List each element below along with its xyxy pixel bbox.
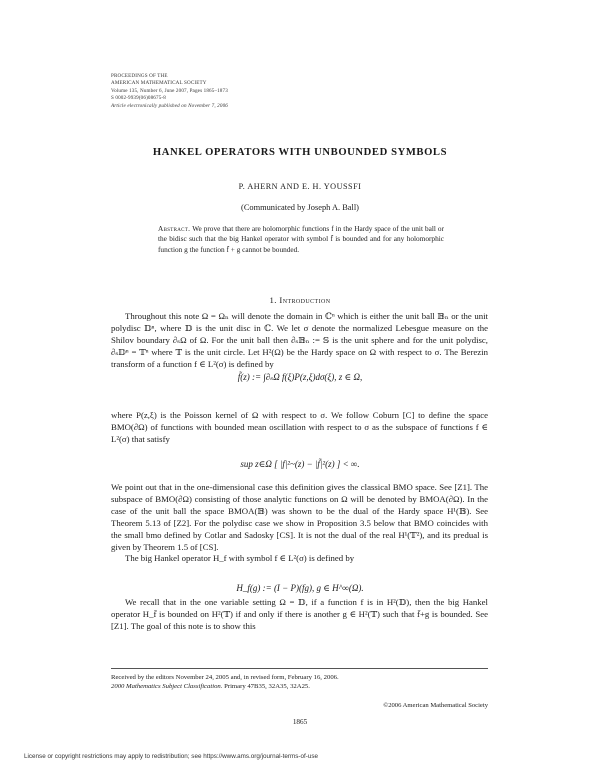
journal-name-line2: AMERICAN MATHEMATICAL SOCIETY <box>111 80 207 87</box>
body-text-block-1 <box>111 311 488 371</box>
journal-name-line1: PROCEEDINGS OF THE <box>111 73 168 79</box>
footnote-received: Received by the editors November 24, 2005 and, in revised form, February 16, 2006. <box>111 674 339 681</box>
paragraph-intro: Throughout this note Ω = Ωₙ will denote the domain in ℂⁿ which is either the unit ball 𝔹ₙ or the unit polydisc 𝔻ⁿ, where 𝔻 is the unit disc in ℂ. We let σ denote the normalized Lebesgue measure on the Shilov boundary ∂ₛΩ of Ω. For the unit ball then ∂ₛ𝔹ₙ := 𝕊 is the unit sphere and for the unit polydisc, ∂ₛ𝔻ⁿ = 𝕋ⁿ where 𝕋 is the unit circle. Let H²(Ω) be the Hardy space on Ω with respect to σ. The Berezin transform of a function f ∈ L²(σ) is defined by <box>111 311 488 369</box>
journal-doi: S 0002-9939(06)08675-8 <box>111 95 166 102</box>
body-text-block-4 <box>111 597 488 633</box>
abstract-heading: Abstract. <box>158 224 191 233</box>
journal-published: Article electronically published on November 7, 2006 <box>111 102 228 109</box>
copyright-notice: ©2006 American Mathematical Society <box>383 702 488 709</box>
footnote-msc-label: 2000 Mathematics Subject Classification. <box>111 683 223 690</box>
equation-berezin: f̃(z) := ∫∂ₛΩ f(ξ)P(z,ξ)dσ(ξ), z ∈ Ω, <box>237 372 363 382</box>
page-number: 1865 <box>292 718 308 726</box>
paragraph-goal: We recall that in the one variable setting Ω = 𝔻, if a function f is in H²(𝔻), then the big Hankel operator H_f̄ is bounded on H²(𝕋) if and only if there is another g ∈ H²(𝕋) such that f̄+g is bounded. See [Z1]. The goal of this note is to show this <box>111 597 488 631</box>
paragraph-bmo: We point out that in the one-dimensional case this definition gives the classical BMO space. See [Z1]. The subspace of BMO(∂Ω) consisting of those analytic functions on Ω will be denoted by BMOA(∂Ω). In the case of the unit ball the space BMOA(𝔹) was shown to be the dual of the Hardy space H¹(𝔹). See Theorem 5.13 of [Z2]. For the polydisc case we show in Proposition 3.5 below that BMO coincides with the small bmo defined by Cotlar and Sadosky [CS]. It is not the dual of the real H¹(𝕋²), and its predual is given by Theorem 1.5 of [CS]. <box>111 482 488 552</box>
paragraph-hankel-def: The big Hankel operator H_f with symbol f ∈ L²(σ) is defined by <box>125 553 355 564</box>
section-heading: 1. Introduction <box>269 295 331 305</box>
footnote-msc-text: Primary 47B35, 32A35, 32A25. <box>224 683 310 690</box>
communicated-by: (Communicated by Joseph A. Ball) <box>241 203 359 212</box>
equation-bmo: sup z∈Ω [ |f|²~(z) − |f̃|²(z) ] < ∞. <box>240 459 360 469</box>
abstract-text: We prove that there are holomorphic functions f in the Hardy space of the unit ball or the bidisc such that the big Hankel operator with symbol f̄ is bounded and for any holomorphic function g the function f̄ + g cannot be bounded. <box>158 224 444 254</box>
body-text-block-2 <box>111 410 488 446</box>
journal-header <box>111 73 228 110</box>
footnote-divider <box>111 668 488 669</box>
footnote-msc <box>111 682 488 691</box>
footnotes <box>111 673 488 691</box>
journal-volume: Volume 135, Number 6, June 2007, Pages 1865–1873 <box>111 87 228 94</box>
paper-authors: P. AHERN AND E. H. YOUSSFI <box>238 182 362 191</box>
equation-hankel: H_f(g) := (I − P)(fg), g ∈ H^∞(Ω). <box>236 583 364 593</box>
paper-title: HANKEL OPERATORS WITH UNBOUNDED SYMBOLS <box>152 147 448 158</box>
paragraph-poisson: where P(z,ξ) is the Poisson kernel of Ω with respect to σ. We follow Coburn [C] to define the space BMO(∂Ω) of functions with bounded mean oscillation with respect to σ as the subspace of functions f ∈ L²(σ) that satisfy <box>111 410 488 444</box>
abstract <box>158 224 444 255</box>
license-notice[interactable]: License or copyright restrictions may apply to redistribution; see https://www.ams.org/journal-terms-of-use <box>24 753 318 760</box>
body-text-block-3 <box>111 482 488 565</box>
